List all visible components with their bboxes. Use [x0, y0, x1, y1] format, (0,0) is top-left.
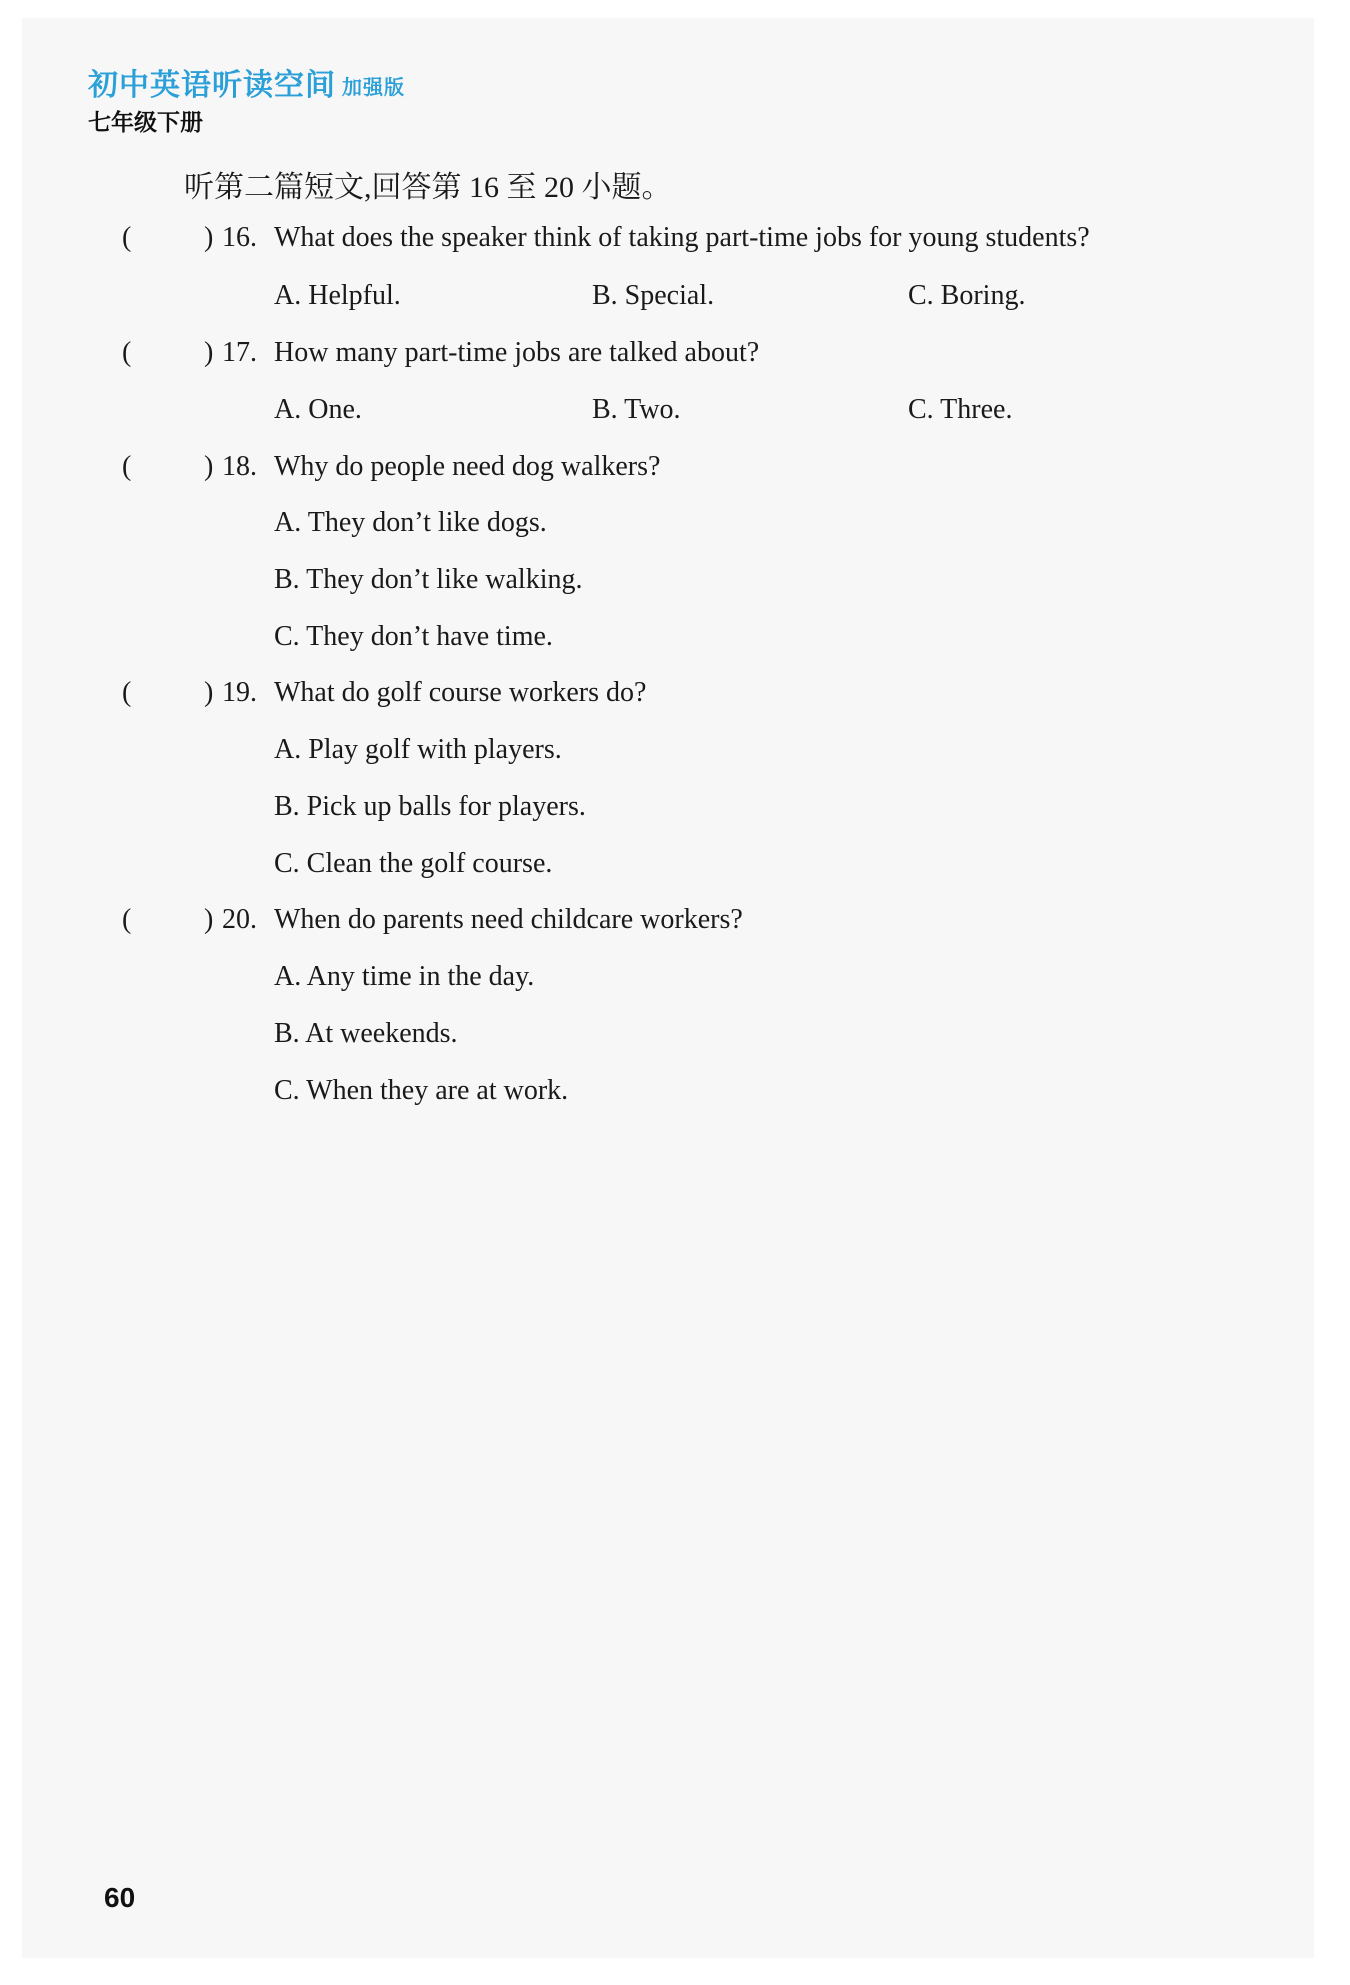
answer-blank-close: ) [204, 904, 214, 935]
question-text: Why do people need dog walkers? [274, 451, 661, 482]
answer-blank-close: ) [204, 451, 214, 482]
option-c: C. They don’t have time. [274, 621, 553, 652]
question-17 [0, 337, 1350, 377]
question-text: What does the speaker think of taking part-time jobs for young students? [274, 222, 1090, 253]
question-18 [0, 451, 1350, 491]
question-text: What do golf course workers do? [274, 677, 647, 708]
question-16 [0, 222, 1350, 262]
option-c: C. Three. [908, 394, 1013, 425]
option-a: A. Any time in the day. [274, 961, 535, 992]
section-instruction: 听第二篇短文,回答第 16 至 20 小题。 [184, 171, 672, 204]
grade-subtitle: 七年级下册 [88, 110, 203, 136]
question-number: 16. [222, 222, 257, 253]
answer-blank-open[interactable]: ( [122, 222, 132, 253]
question-text: How many part-time jobs are talked about? [274, 337, 760, 368]
option-b: B. Special. [592, 280, 715, 311]
edition-badge: 加强版 [342, 75, 405, 99]
question-number: 18. [222, 451, 257, 482]
answer-blank-close: ) [204, 677, 214, 708]
option-a: A. Play golf with players. [274, 734, 562, 765]
question-20 [0, 904, 1350, 944]
book-title-text: 初中英语听读空间 [88, 68, 336, 103]
answer-blank-open[interactable]: ( [122, 451, 132, 482]
option-a: A. They don’t like dogs. [274, 507, 547, 538]
option-b: B. At weekends. [274, 1018, 458, 1049]
question-19 [0, 677, 1350, 717]
option-c: C. Clean the golf course. [274, 848, 553, 879]
option-b: B. They don’t like walking. [274, 564, 583, 595]
question-text: When do parents need childcare workers? [274, 904, 743, 935]
answer-blank-close: ) [204, 222, 214, 253]
option-b: B. Pick up balls for players. [274, 791, 586, 822]
page-number: 60 [104, 1882, 136, 1913]
book-title [88, 60, 405, 104]
question-number: 19. [222, 677, 257, 708]
option-a: A. Helpful. [274, 280, 401, 311]
question-number: 17. [222, 337, 257, 368]
answer-blank-open[interactable]: ( [122, 904, 132, 935]
answer-blank-open[interactable]: ( [122, 337, 132, 368]
answer-blank-close: ) [204, 337, 214, 368]
option-c: C. When they are at work. [274, 1075, 569, 1106]
option-a: A. One. [274, 394, 362, 425]
answer-blank-open[interactable]: ( [122, 677, 132, 708]
question-number: 20. [222, 904, 257, 935]
option-c: C. Boring. [908, 280, 1026, 311]
option-b: B. Two. [592, 394, 681, 425]
